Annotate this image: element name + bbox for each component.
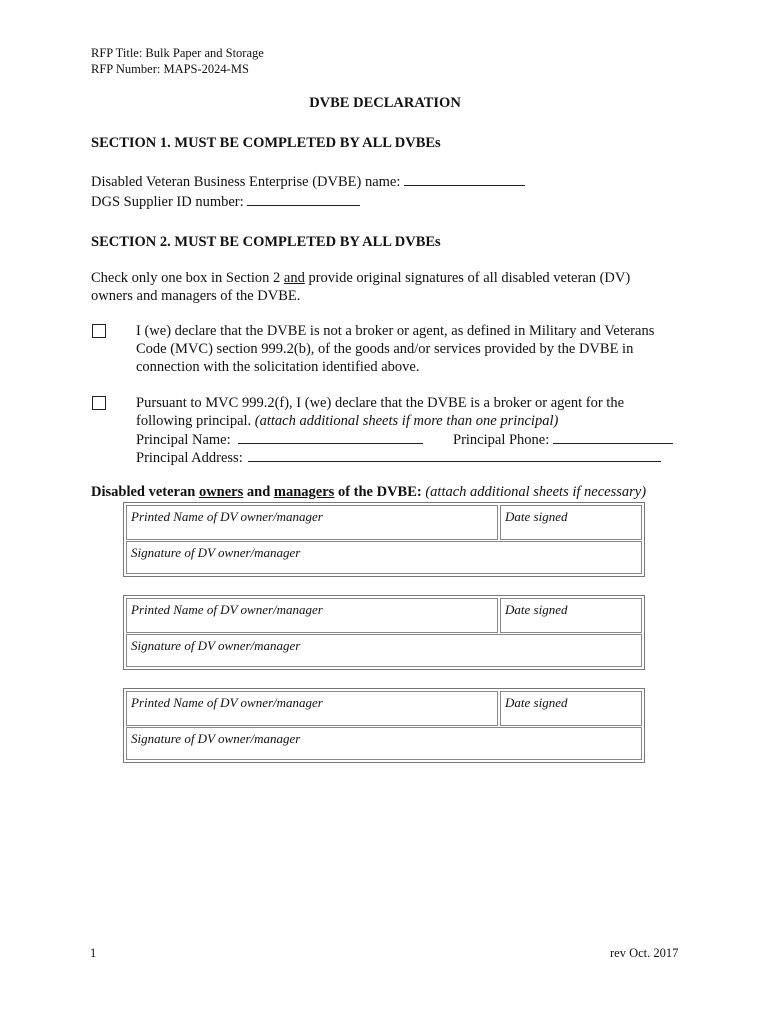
instructions-and: and [283, 270, 305, 286]
signature-label: Signature of DV owner/manager [131, 731, 301, 746]
signature-field[interactable] [126, 727, 642, 760]
instructions-line1 [91, 269, 630, 287]
option1-line1: I (we) declare that the DVBE is not a broker or agent, as defined in Military and Veterans [136, 323, 655, 339]
owners-heading [91, 483, 646, 501]
printed-name-label: Printed Name of DV owner/manager [131, 695, 323, 710]
rfp-title: RFP Title: Bulk Paper and Storage [91, 46, 264, 60]
printed-name-field[interactable] [126, 598, 498, 633]
date-signed-field[interactable] [500, 598, 642, 633]
printed-name-label: Printed Name of DV owner/manager [131, 602, 323, 617]
dvbe-name-label: Disabled Veteran Business Enterprise (DVBE) name: [91, 174, 401, 190]
owners-and: and [243, 484, 274, 500]
section1-heading: SECTION 1. MUST BE COMPLETED BY ALL DVBEs [91, 135, 441, 151]
date-signed-label: Date signed [505, 695, 568, 710]
option1-line2: Code (MVC) section 999.2(b), of the goods and/or services provided by the DVBE in [136, 341, 634, 357]
instructions-text-cont: provide original signatures of all disabled veteran (DV) [304, 270, 631, 286]
signature-block [123, 595, 645, 670]
owners-heading-post: of the DVBE: [334, 484, 426, 500]
option2-line1: Pursuant to MVC 999.2(f), I (we) declare that the DVBE is a broker or agent for the [136, 395, 625, 411]
option2-note: (attach additional sheets if more than one principal) [254, 413, 559, 429]
dvbe-name-line [91, 172, 525, 191]
date-signed-label: Date signed [505, 509, 568, 524]
revision-date: rev Oct. 2017 [610, 946, 679, 960]
signature-field[interactable] [126, 541, 642, 574]
supplier-id-label: DGS Supplier ID number: [91, 194, 244, 210]
principal-address-line [136, 448, 661, 467]
signature-label: Signature of DV owner/manager [131, 638, 301, 653]
signature-label: Signature of DV owner/manager [131, 545, 301, 560]
date-signed-field[interactable] [500, 505, 642, 540]
principal-phone-field[interactable] [553, 430, 673, 444]
rfp-number: RFP Number: MAPS-2024-MS [91, 62, 249, 76]
instructions-text: Check only one box in Section 2 [91, 270, 284, 286]
managers-word: managers [273, 484, 335, 500]
option2-checkbox[interactable] [92, 396, 106, 410]
owners-word: owners [198, 484, 244, 500]
owners-note: (attach additional sheets if necessary) [425, 484, 647, 500]
supplier-id-line [91, 192, 360, 211]
option1-checkbox[interactable] [92, 324, 106, 338]
principal-phone-label: Principal Phone: [453, 432, 550, 448]
page-title: DVBE DECLARATION [309, 95, 461, 111]
option2-line2 [136, 412, 558, 430]
printed-name-field[interactable] [126, 691, 498, 726]
section2-heading: SECTION 2. MUST BE COMPLETED BY ALL DVBEs [91, 234, 441, 250]
option1-line3: connection with the solicitation identified above. [136, 359, 420, 375]
signature-block [123, 688, 645, 763]
principal-phone-line [453, 430, 673, 449]
date-signed-field[interactable] [500, 691, 642, 726]
dvbe-name-field[interactable] [404, 172, 525, 186]
owners-heading-text: Disabled veteran [91, 484, 199, 500]
principal-address-field[interactable] [248, 448, 661, 462]
printed-name-field[interactable] [126, 505, 498, 540]
signature-block [123, 502, 645, 577]
date-signed-label: Date signed [505, 602, 568, 617]
instructions-line2: owners and managers of the DVBE. [91, 288, 301, 304]
printed-name-label: Printed Name of DV owner/manager [131, 509, 323, 524]
option2-text: following principal. [136, 413, 255, 429]
principal-address-label: Principal Address: [136, 450, 243, 466]
principal-name-field[interactable] [238, 430, 423, 444]
signature-field[interactable] [126, 634, 642, 667]
principal-name-label: Principal Name: [136, 432, 231, 448]
supplier-id-field[interactable] [247, 192, 360, 206]
page-number: 1 [90, 946, 97, 960]
principal-name-line [136, 430, 423, 449]
